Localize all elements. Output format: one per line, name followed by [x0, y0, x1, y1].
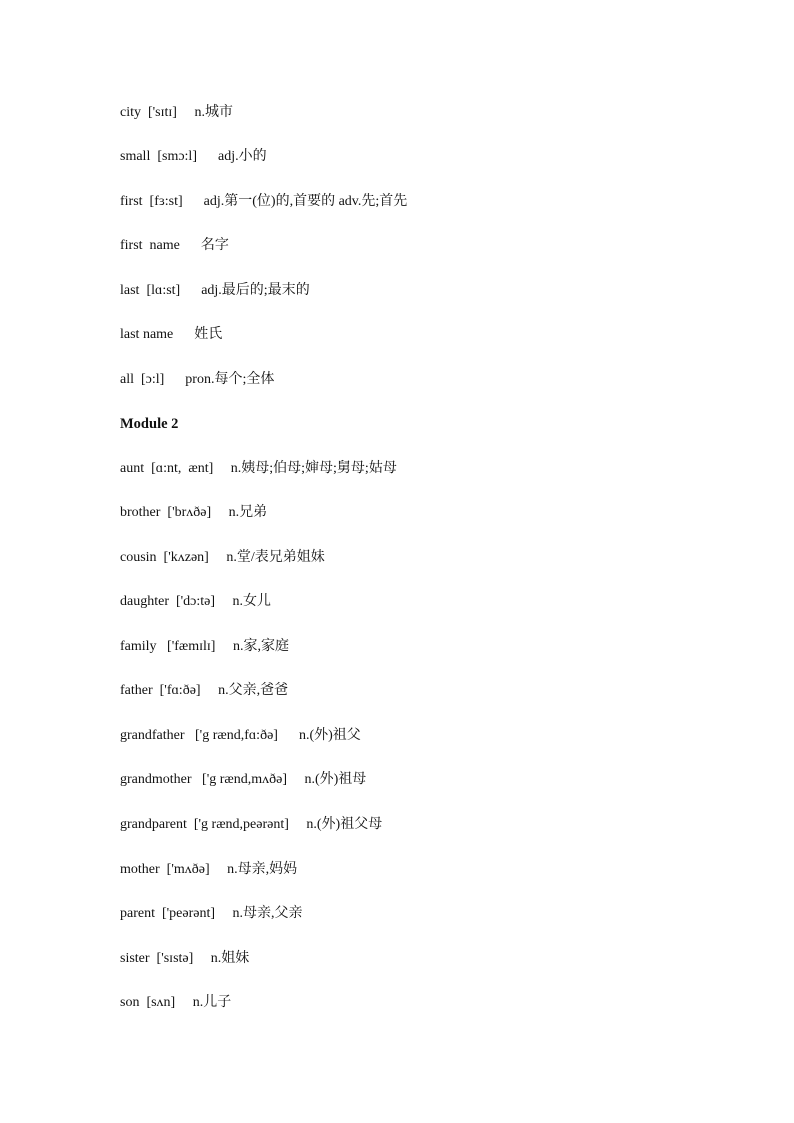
- vocab-entry-mother: mother ['mʌðə] n.母亲,妈妈: [120, 862, 298, 877]
- vocab-entry-daughter: daughter ['dɔ:tə] n.女儿: [120, 594, 272, 609]
- vocab-entry-brother: brother ['brʌðə] n.兄弟: [120, 505, 268, 520]
- module-heading: Module 2: [120, 416, 179, 432]
- vocab-entry-son: son [sʌn] n.儿子: [120, 995, 232, 1010]
- vocab-entry-parent: parent ['peərənt] n.母亲,父亲: [120, 906, 303, 921]
- vocab-entry-cousin: cousin ['kʌzən] n.堂/表兄弟姐妹: [120, 550, 325, 565]
- vocab-entry-small: small [smɔ:l] adj.小的: [120, 149, 267, 164]
- vocab-entry-first: first [fɜ:st] adj.第一(位)的,首要的 adv.先;首先: [120, 194, 408, 209]
- vocab-entry-grandmother: grandmother ['g rænd,mʌðə] n.(外)祖母: [120, 772, 367, 787]
- vocab-entry-last-name: last name 姓氏: [120, 327, 223, 342]
- vocab-entry-grandfather: grandfather ['g rænd,fɑ:ðə] n.(外)祖父: [120, 728, 361, 743]
- vocab-entry-sister: sister ['sɪstə] n.姐妹: [120, 951, 250, 966]
- vocab-entry-first-name: first name 名字: [120, 238, 229, 253]
- vocab-entry-grandparent: grandparent ['g rænd,peərənt] n.(外)祖父母: [120, 817, 383, 832]
- vocab-entry-last: last [lɑ:st] adj.最后的;最末的: [120, 283, 310, 298]
- vocab-entry-family: family ['fæmɪlɪ] n.家,家庭: [120, 639, 289, 654]
- vocab-entry-father: father ['fɑ:ðə] n.父亲,爸爸: [120, 683, 289, 698]
- vocab-entry-aunt: aunt [ɑ:nt, ænt] n.姨母;伯母;婶母;舅母;姑母: [120, 461, 397, 476]
- vocab-entry-city: city ['sɪtɪ] n.城市: [120, 105, 233, 120]
- vocab-entry-all: all [ɔ:l] pron.每个;全体: [120, 372, 275, 387]
